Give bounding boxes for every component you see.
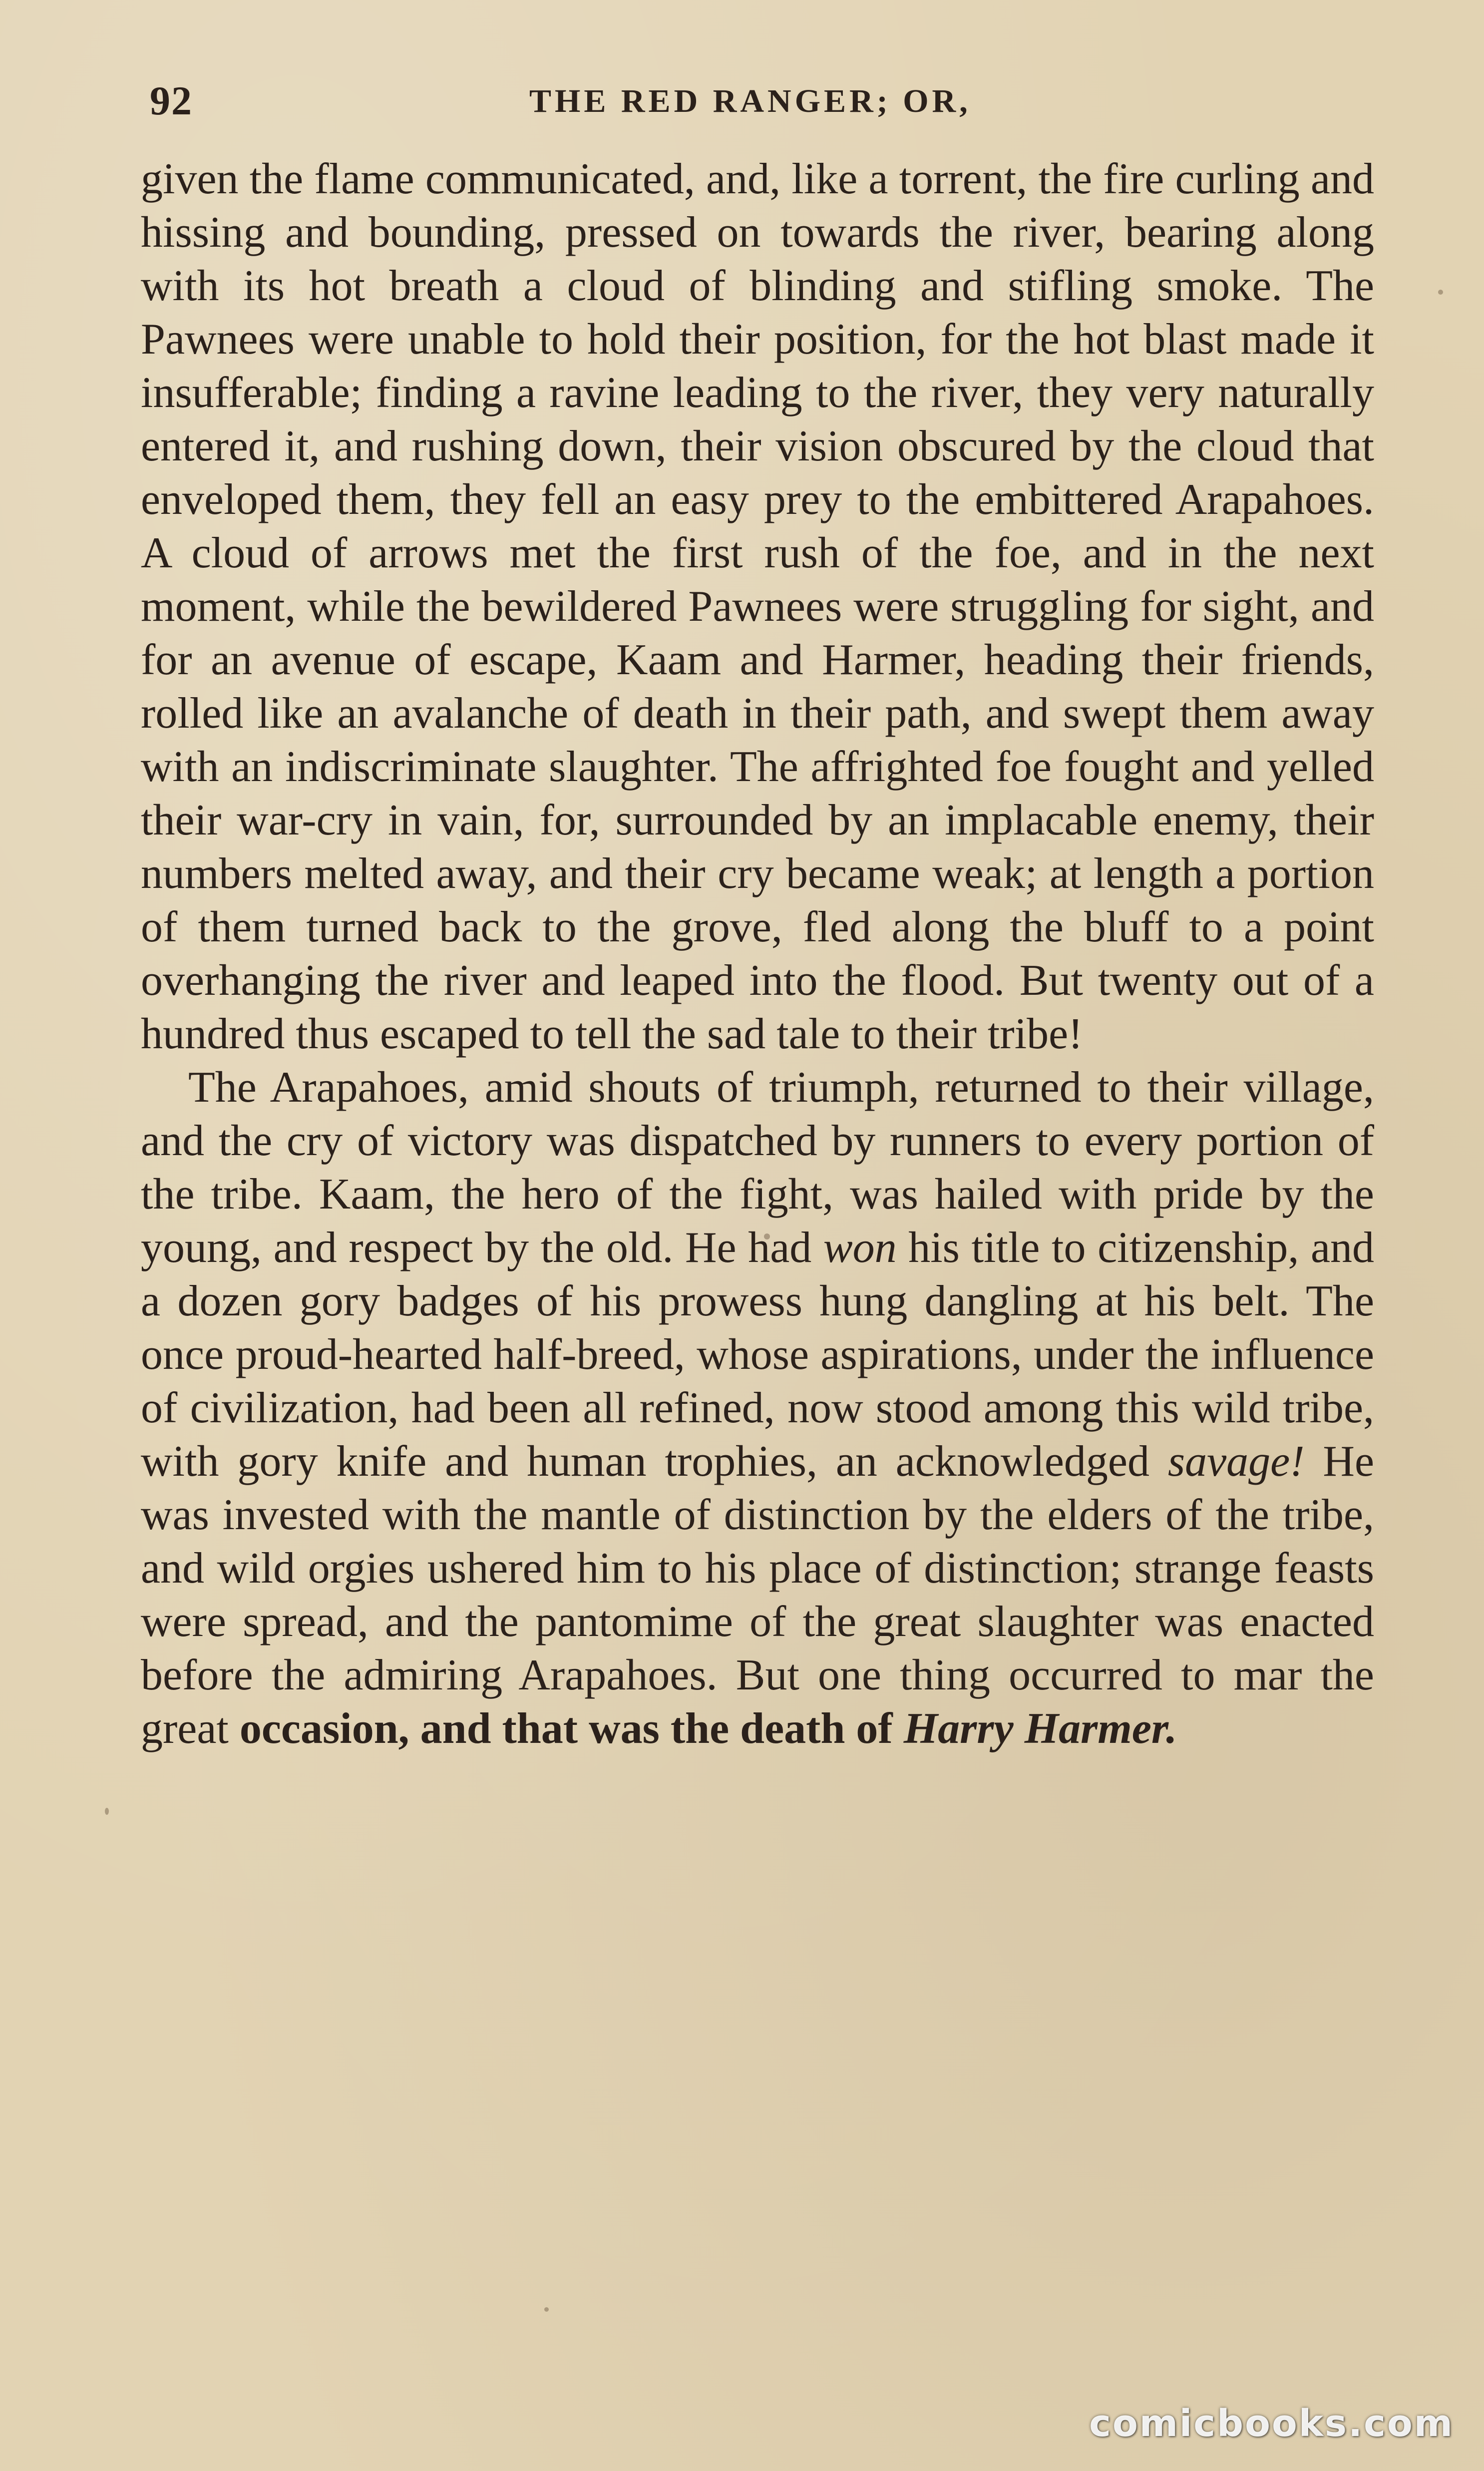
italic-harry-harmer: Harry Harmer. <box>903 1704 1177 1753</box>
italic-savage: savage! <box>1167 1437 1305 1486</box>
paper-speck <box>764 1234 770 1239</box>
paragraph-2-text-b: his title to citizenship, and a dozen gory badges of his prowess hung dangling at his belt. The once proud-hearted half-breed, whose aspirations, under the influence of civilization, had been all refined, now stood among this wild tribe, with gory knife and human trophies, an acknowledged <box>141 1224 1374 1486</box>
paragraph-2-bold-run: occasion, and that was the death of <box>239 1704 893 1753</box>
paragraph-2-text-c: He was invested with the mantle of distinction by the elders of the tribe, and wild orgies ushered him to his place of distinction; strange feasts were spread, and the pantomime of the great slaughter was enacted before the admiring Arapahoes. But one thing occurred to mar the great <box>141 1437 1374 1753</box>
watermark-logo: comicbooks.com <box>1089 2402 1454 2445</box>
paper-speck <box>544 2307 549 2312</box>
running-head: THE RED RANGER; OR, <box>529 83 971 119</box>
body-text <box>141 152 1374 2250</box>
paper-speck <box>105 1808 109 1815</box>
paragraph-1 <box>141 152 1374 1061</box>
page-header <box>150 67 1383 137</box>
paragraph-2-text-a: The Arapahoes, amid shouts of triumph, returned to their village, and the cry of victory was dispatched by runners to every portion of the tribe. Kaam, the hero of the fight, was hailed with pride by the young, and respect by the old. He had <box>141 1063 1374 1272</box>
italic-won: won <box>823 1224 897 1272</box>
paragraph-1-text: given the flame communicated, and, like a torrent, the fire curling and hissing and bounding, pressed on towards the river, bearing along with its hot breath a cloud of blinding and stifling smoke. The Pawnees were unable to hold their position, for the hot blast made it insufferable; finding a ravine leading to the river, they very naturally entered it, and rushing down, their vision obscured by the cloud that enveloped them, they fell an easy prey to the embittered Arapahoes. A cloud of arrows met the first rush of the foe, and in the next moment, while the bewildered Pawnees were struggling for sight, and for an avenue of escape, Kaam and Harmer, heading their friends, rolled like an avalanche of death in their path, and swept them away with an indiscriminate slaughter. The affrighted foe fought and yelled their war-cry in vain, for, surrounded by an implacable enemy, their numbers melted away, and their cry became weak; at length a portion of them turned back to the grove, fled along the bluff to a point overhanging the river and leaped into the flood. But twenty out of a hundred thus escaped to tell the sad tale to their tribe! <box>141 155 1374 1058</box>
page-number: 92 <box>150 78 193 123</box>
paragraph-2 <box>141 1061 1374 1755</box>
paper-speck <box>1438 290 1443 295</box>
